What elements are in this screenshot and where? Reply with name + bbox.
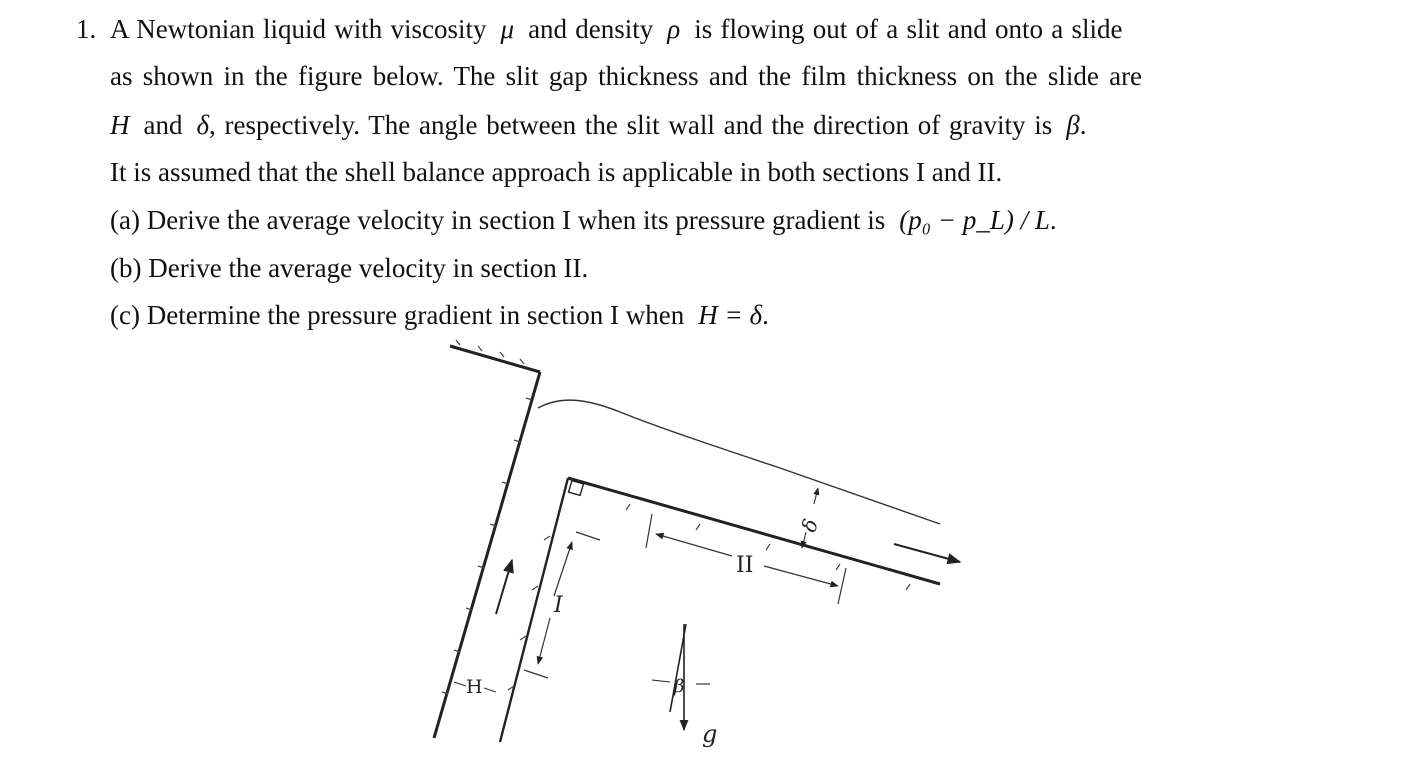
line-3-end: .: [1079, 110, 1087, 140]
problem-line-3: [110, 109, 1087, 141]
part-c-text: (c) Determine the pressure gradient in section I when: [110, 300, 685, 330]
section-1-label: I: [554, 593, 563, 618]
line-3-text-a: and: [143, 110, 183, 140]
problem-line-4: It is assumed that the shell balance approach is applicable in both sections I and II.: [110, 157, 1003, 187]
slit-gap-label: H: [466, 676, 483, 698]
part-b: (b) Derive the average velocity in section II.: [110, 253, 589, 283]
film-thickness-label: δ: [796, 516, 824, 535]
angle-label: β: [674, 676, 685, 697]
line-3-text-b: , respectively. The angle between the slit wall and the direction of gravity is: [209, 110, 1053, 140]
line-1-text-c: is flowing out of a slit and onto a slide: [694, 14, 1123, 44]
problem-line-1: [110, 13, 1122, 45]
part-a: [110, 204, 1057, 236]
slit-flow-arrow: [496, 560, 512, 614]
part-c-end: .: [762, 300, 769, 330]
symbol-mu: μ: [500, 14, 515, 44]
line-1-text-a: A Newtonian liquid with viscosity: [110, 14, 487, 44]
section-2-label: II: [736, 553, 754, 578]
problem-line-2: as shown in the figure below. The slit gap thickness and the film thickness on the slide are: [110, 61, 1143, 91]
line-1-text-b: and density: [528, 14, 654, 44]
part-a-end: .: [1049, 205, 1057, 235]
part-c: [110, 299, 769, 331]
inner-wall-and-slide: [500, 478, 940, 742]
slide-flow-arrow: [894, 544, 960, 562]
outer-slit-wall: [434, 340, 540, 738]
symbol-delta: δ: [196, 110, 210, 140]
part-a-text: (a) Derive the average velocity in section I when its pressure gradient is: [110, 205, 886, 235]
slit-slide-figure: [420, 336, 972, 760]
symbol-H: H: [110, 110, 130, 140]
part-a-formula: (p₀ − p_L) / L: [899, 205, 1050, 235]
symbol-rho: ρ: [667, 14, 681, 44]
free-surface: [538, 400, 940, 524]
part-c-formula: H = δ: [698, 300, 763, 330]
problem-number: 1.: [76, 14, 97, 44]
symbol-beta: β: [1066, 110, 1080, 140]
gravity-label: g: [702, 720, 718, 748]
figure-svg: [420, 336, 972, 760]
